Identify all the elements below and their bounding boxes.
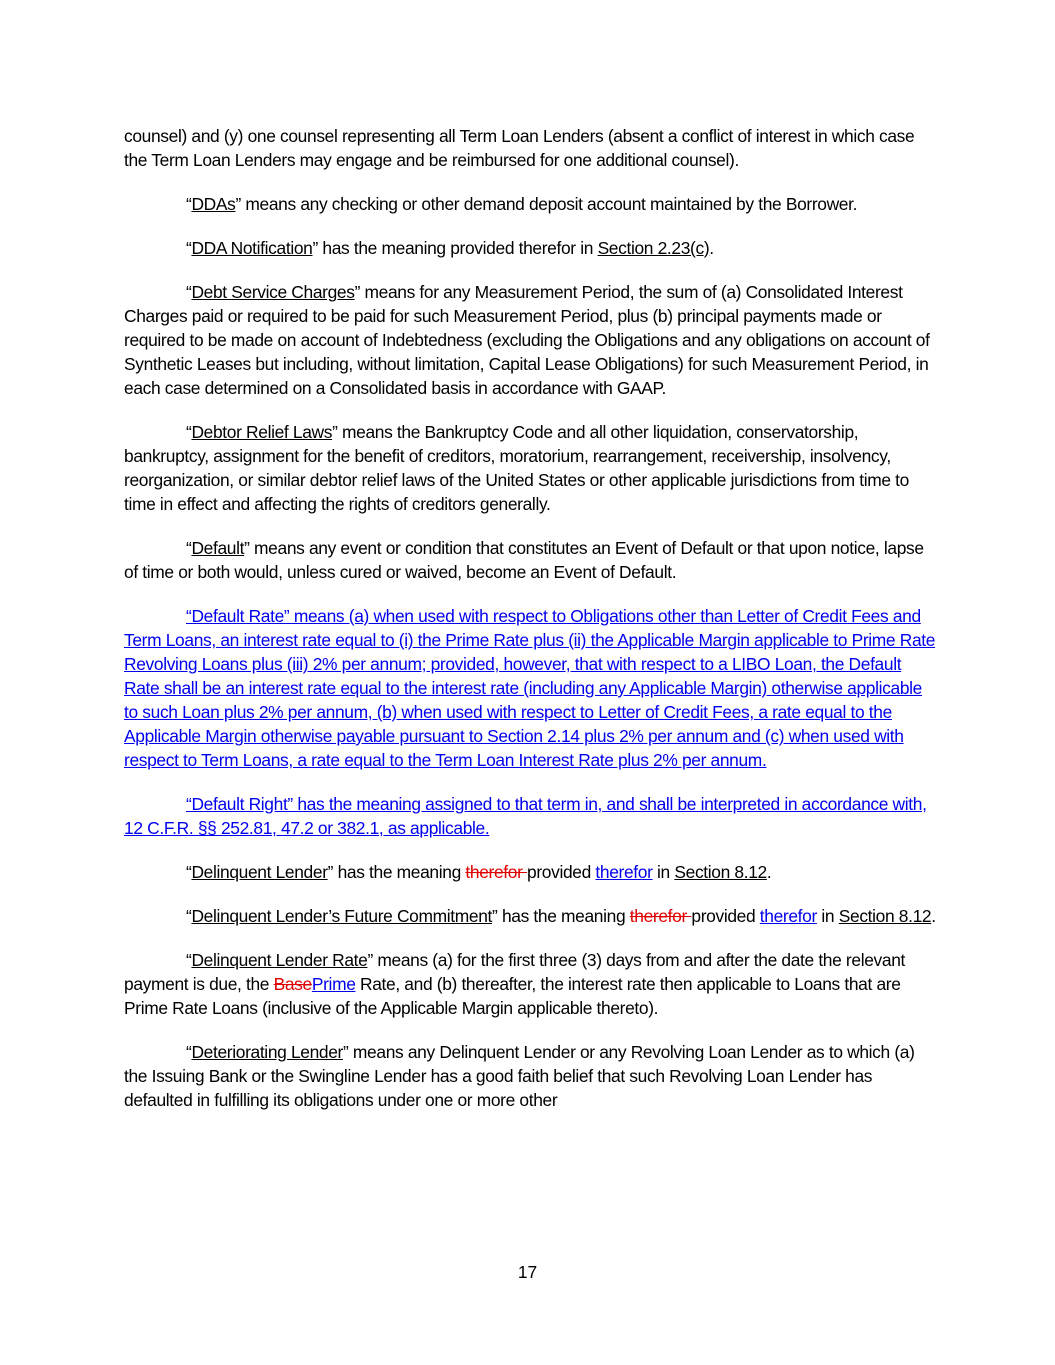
definition-ddas: “DDAs” means any checking or other demand deposit account maintained by the Borrower. [186,194,858,214]
section-ref: Section 8.12 [674,862,767,882]
definition-delinquent-lender-future-commitment: “Delinquent Lender’s Future Commitment” has the meaning therefor provided therefor in Section 8.12. [186,906,936,926]
term-default: Default [191,538,245,558]
definition-default: “Default” means any event or condition that constitutes an Event of Default or that upon notice, lapse of time or both would, unless cured or waived, become an Event of Default. [124,538,924,582]
term-ddas: DDAs [191,194,236,214]
paragraph-counsel-continuation: counsel) and (y) one counsel representing all Term Loan Lenders (absent a conflict of interest in which case the Term Loan Lenders may engage and be reimbursed for one additional counsel). [124,126,915,170]
term-delinquent-lender: Delinquent Lender [191,862,328,882]
definition-default-rate-inserted [124,604,936,772]
term-delinquent-lender-future-commitment: Delinquent Lender’s Future Commitment [191,906,493,926]
inserted-text: “Default Right” has the meaning assigned to that term in, and shall be interpreted in accordance with, 12 C.F.R. §§ 252.81, 47.2 or 382.1, as applicable. [124,794,927,838]
definition-debt-service-charges: “Debt Service Charges” means for any Measurement Period, the sum of (a) Consolidated Interest Charges paid or required to be paid for such Measurement Period, plus (b) principal payments made or required to be made on account of Indebtedness (excluding the Obligations and any obligations on account of Synthetic Leases but including, without limitation, Capital Lease Obligations) for such Measurement Period, in each case determined on a Consolidated basis in accordance with GAAP. [124,282,930,398]
definition-dda-notification: “DDA Notification” has the meaning provided therefor in Section 2.23(c). [186,238,714,258]
deleted-text: Base [273,974,312,994]
deleted-text: therefor [629,906,692,926]
definition-delinquent-lender-rate: “Delinquent Lender Rate” means (a) for the first three (3) days from and after the date the relevant payment is due, the BasePrime Rate, and (b) thereafter, the interest rate then applicable to Loans that are Prime Rate Loans (inclusive of the Applicable Margin applicable thereto). [124,950,905,1018]
definition-debtor-relief-laws: “Debtor Relief Laws” means the Bankruptcy Code and all other liquidation, conservatorship, bankruptcy, assignment for the benefit of creditors, moratorium, rearrangement, receivership, insolvency, reorganization, or similar debtor relief laws of the United States or other applicable jurisdictions from time to time in effect and affecting the rights of creditors generally. [124,422,909,514]
inserted-text: “Default Rate” means (a) when used with respect to Obligations other than Letter of Credit Fees and Term Loans, an interest rate equal to (i) the Prime Rate plus (ii) the Applicable Margin applicable to Prime Rate Revolving Loans plus (iii) 2% per annum; provided, however, that with respect to a LIBO Loan, the Default Rate shall be an interest rate equal to the interest rate (including any Applicable Margin) otherwise applicable to such Loan plus 2% per annum, (b) when used with respect to Letter of Credit Fees, a rate equal to the Applicable Margin otherwise payable pursuant to Section 2.14 plus 2% per annum and (c) when used with respect to Term Loans, a rate equal to the Term Loan Interest Rate plus 2% per annum. [124,606,936,770]
inserted-text: therefor [759,906,817,926]
definition-deteriorating-lender: “Deteriorating Lender” means any Delinquent Lender or any Revolving Loan Lender as to which (a) the Issuing Bank or the Swingline Lender has a good faith belief that such Revolving Loan Lender has defaulted in fulfilling its obligations under one or more other [124,1042,915,1110]
page-number: 17 [517,1262,538,1282]
section-ref: Section 8.12 [838,906,932,926]
term-dda-notification: DDA Notification [191,238,313,258]
term-deteriorating-lender: Deteriorating Lender [191,1042,343,1062]
term-delinquent-lender-rate: Delinquent Lender Rate [191,950,368,970]
definition-delinquent-lender: “Delinquent Lender” has the meaning therefor provided therefor in Section 8.12. [186,862,772,882]
document-page [124,124,936,1132]
inserted-text: Prime [311,974,356,994]
inserted-text: therefor [595,862,653,882]
definition-default-right-inserted [124,792,936,840]
term-debt-service-charges: Debt Service Charges [191,282,355,302]
term-debtor-relief-laws: Debtor Relief Laws [191,422,333,442]
section-ref: Section 2.23(c) [597,238,710,258]
deleted-text: therefor [465,862,528,882]
